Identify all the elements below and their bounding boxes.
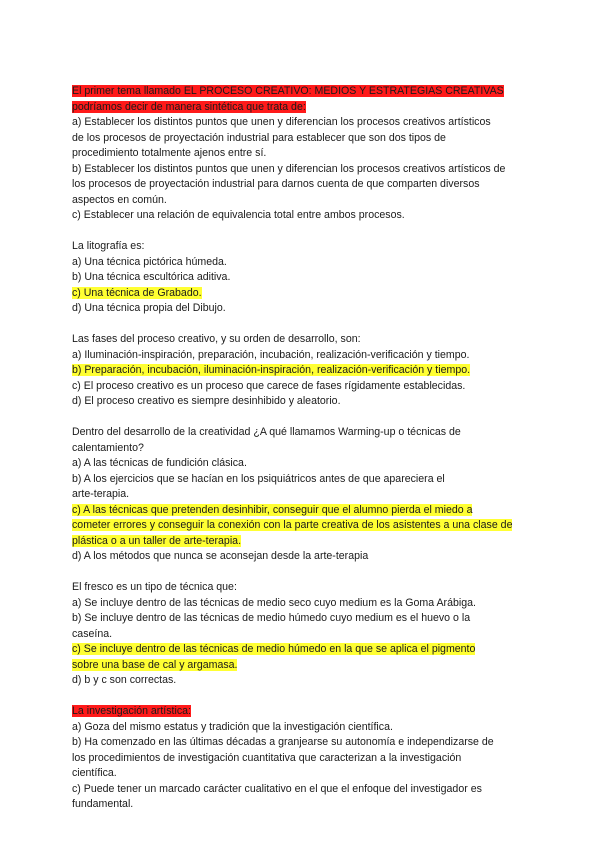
- highlighted-text-red: podríamos decir de manera sintética que trata de:: [72, 100, 306, 113]
- document-body: [72, 84, 532, 813]
- text-line: [72, 735, 532, 751]
- text: a) A las técnicas de fundición clásica.: [72, 457, 247, 469]
- text: b) Se incluye dentro de las técnicas de medio húmedo cuyo medium es el huevo o la: [72, 612, 471, 624]
- highlighted-text-yellow: c) A las técnicas que pretenden desinhibir, conseguir que el alumno pierda el miedo a: [72, 503, 473, 516]
- highlighted-text-yellow: c) Se incluye dentro de las técnicas de medio húmedo en la que se aplica el pigmento: [72, 643, 476, 655]
- text-line: [72, 270, 532, 286]
- text: caseína.: [72, 627, 113, 640]
- text: arte-terapia.: [72, 488, 130, 500]
- text: procedimiento totalmente ajenos entre sí.: [72, 147, 267, 159]
- text: La litografía es:: [72, 240, 145, 252]
- text: a) Iluminación-inspiración, preparación, incubación, realización-verificación y tiempo.: [72, 348, 470, 361]
- text-line: [72, 534, 532, 550]
- text: científica.: [72, 767, 117, 779]
- text-line: [72, 673, 532, 689]
- text-line: [72, 193, 532, 209]
- text-line: [72, 177, 532, 193]
- highlighted-text-red: La investigación artística:: [72, 705, 191, 717]
- text-line: [72, 255, 532, 271]
- text-line: [72, 487, 532, 503]
- text-line: [72, 627, 532, 643]
- text: d) b y c son correctas.: [72, 674, 177, 686]
- text: fundamental.: [72, 798, 134, 810]
- highlighted-text-yellow: sobre una base de cal y argamasa.: [72, 658, 238, 671]
- text: Dentro del desarrollo de la creatividad ¿A qué llamamos Warming-up o técnicas de: [72, 426, 461, 438]
- text-line: [72, 704, 532, 720]
- text: d) A los métodos que nunca se aconsejan desde la arte-terapia: [72, 550, 369, 562]
- text: b) Una técnica escultórica aditiva.: [72, 271, 231, 283]
- text: b) A los ejercicios que se hacían en los psiquiátricos antes de que apareciera el: [72, 472, 445, 485]
- text-line: [72, 332, 532, 348]
- text-line: [72, 394, 532, 410]
- blank-line: [72, 410, 532, 426]
- text-line: [72, 596, 532, 612]
- text-line: [72, 549, 532, 565]
- blank-line: [72, 689, 532, 705]
- text-line: [72, 131, 532, 147]
- text-line: [72, 301, 532, 317]
- text: d) Una técnica propia del Dibujo.: [72, 302, 226, 314]
- text-line: [72, 100, 532, 116]
- text-line: [72, 348, 532, 364]
- text-line: [72, 115, 532, 131]
- text-line: [72, 658, 532, 674]
- text: c) Establecer una relación de equivalencia total entre ambos procesos.: [72, 209, 405, 221]
- text-line: [72, 363, 532, 379]
- text-line: [72, 611, 532, 627]
- text-line: [72, 286, 532, 302]
- blank-line: [72, 224, 532, 240]
- highlighted-text-red: El primer tema llamado EL PROCESO CREATIVO: MEDIOS Y ESTRATEGIAS CREATIVAS: [72, 85, 504, 97]
- highlighted-text-yellow: cometer errores y conseguir la conexión con la parte creativa de los asistentes a una clase de: [72, 519, 513, 531]
- text: c) El proceso creativo es un proceso que carece de fases rígidamente establecidas.: [72, 379, 466, 392]
- text-line: [72, 797, 532, 813]
- text-line: [72, 782, 532, 798]
- text: calentamiento?: [72, 441, 144, 454]
- text-line: [72, 379, 532, 395]
- text: a) Establecer los distintos puntos que unen y diferencian los procesos creativos artísticos: [72, 116, 491, 128]
- highlighted-text-yellow: c) Una técnica de Grabado.: [72, 286, 202, 299]
- text-line: [72, 456, 532, 472]
- text: d) El proceso creativo es siempre desinhibido y aleatorio.: [72, 395, 341, 407]
- text-line: [72, 518, 532, 534]
- text-line: [72, 766, 532, 782]
- text: Las fases del proceso creativo, y su orden de desarrollo, son:: [72, 333, 361, 345]
- highlighted-text-yellow: plástica o a un taller de arte-terapia.: [72, 534, 242, 547]
- text-line: [72, 751, 532, 767]
- highlighted-text-yellow: b) Preparación, incubación, iluminación-inspiración, realización-verificación y tiempo.: [72, 364, 471, 376]
- text: los procedimientos de investigación cuantitativa que caracterizan a la investigación: [72, 751, 462, 764]
- text-line: [72, 642, 532, 658]
- text-line: [72, 720, 532, 736]
- text-line: [72, 208, 532, 224]
- text: El fresco es un tipo de técnica que:: [72, 581, 237, 593]
- text-line: [72, 580, 532, 596]
- text: a) Una técnica pictórica húmeda.: [72, 255, 227, 268]
- text-line: [72, 503, 532, 519]
- text: de los procesos de proyectación industrial para establecer que son dos tipos de: [72, 131, 446, 144]
- text-line: [72, 162, 532, 178]
- text: a) Goza del mismo estatus y tradición que la investigación científica.: [72, 720, 393, 733]
- text-line: [72, 472, 532, 488]
- text: aspectos en común.: [72, 193, 167, 206]
- blank-line: [72, 317, 532, 333]
- text-line: [72, 425, 532, 441]
- text: los procesos de proyectación industrial para darnos cuenta de que comparten diversos: [72, 178, 480, 190]
- text-line: [72, 84, 532, 100]
- text-line: [72, 441, 532, 457]
- text: a) Se incluye dentro de las técnicas de medio seco cuyo medium es la Goma Arábiga.: [72, 596, 476, 609]
- text-line: [72, 146, 532, 162]
- blank-line: [72, 565, 532, 581]
- text: b) Establecer los distintos puntos que unen y diferencian los procesos creativos artísticos de: [72, 162, 506, 175]
- text-line: [72, 239, 532, 255]
- text: b) Ha comenzado en las últimas décadas a granjearse su autonomía e independizarse de: [72, 736, 494, 748]
- text: c) Puede tener un marcado carácter cualitativo en el que el enfoque del investigador es: [72, 782, 482, 795]
